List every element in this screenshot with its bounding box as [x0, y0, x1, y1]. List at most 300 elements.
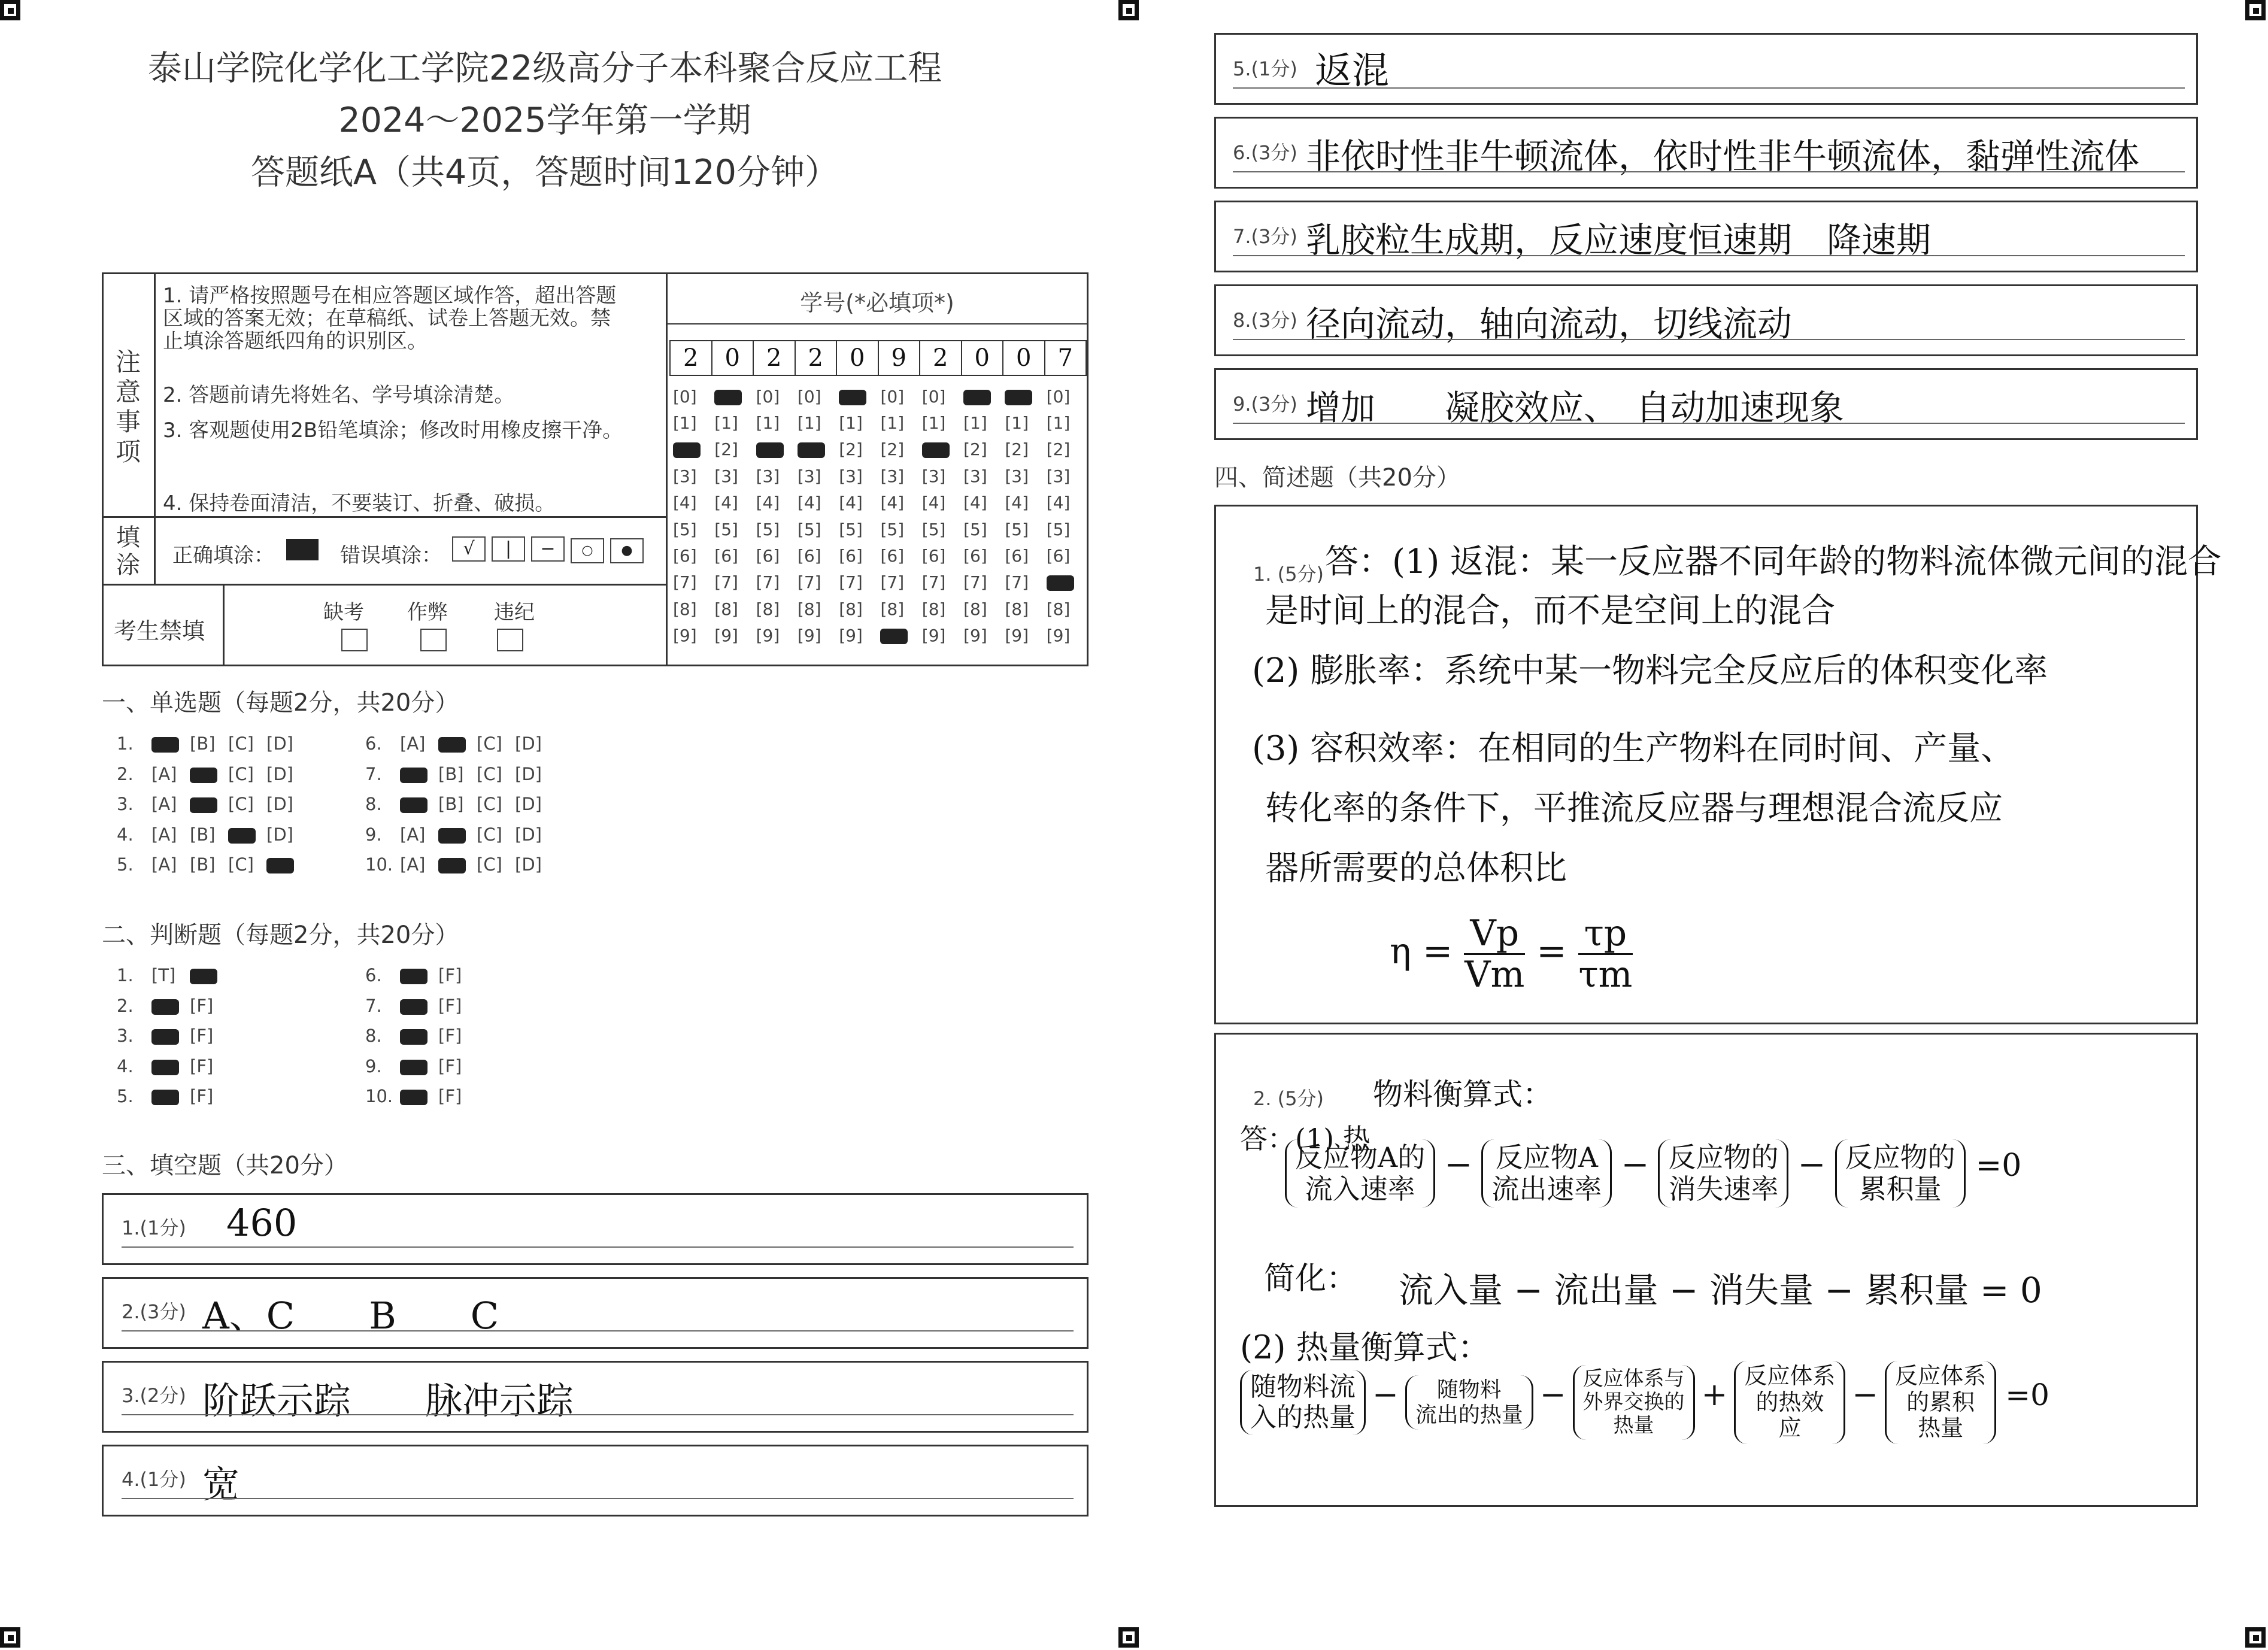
fill-row-divider-top	[102, 516, 666, 518]
student-id-bubble-filled	[922, 442, 950, 458]
option-bubble[interactable]: [F]	[438, 1026, 462, 1046]
option-bubble[interactable]: [F]	[438, 965, 462, 985]
formula-lhs: η =	[1390, 930, 1453, 973]
tf-row	[365, 1026, 477, 1046]
student-id-bubble[interactable]: [3]	[797, 466, 821, 486]
student-id-bubble[interactable]: [7]	[673, 572, 697, 593]
formula-equals: =	[1536, 930, 1567, 973]
fill-q2-underline	[122, 1330, 1074, 1331]
fill-q6-box[interactable]	[1214, 117, 2198, 189]
exam-title: 泰山学院化学化工学院22级高分子本科聚合反应工程	[147, 48, 942, 88]
heat-op-2: −	[1539, 1377, 1566, 1414]
student-id-bubble-row	[673, 516, 1088, 542]
student-id-bubble[interactable]: [6]	[839, 546, 863, 566]
question-number: 9.	[365, 824, 382, 845]
student-id-bubble[interactable]: [4]	[839, 493, 863, 513]
student-id-bubble[interactable]: [9]	[921, 626, 946, 646]
question-number: 10.	[365, 1086, 393, 1106]
option-bubble[interactable]: [B]	[190, 733, 216, 754]
option-bubble[interactable]: [A]	[400, 854, 426, 875]
option-bubble[interactable]: [B]	[190, 824, 216, 845]
corner-mark-top-left	[0, 0, 20, 20]
corner-mark-top-right	[2245, 0, 2266, 20]
essay-q1-line-2: 是时间上的混合，而不是空间上的混合	[1265, 592, 1835, 630]
option-bubble[interactable]: [A]	[151, 794, 177, 814]
fill-q4-box[interactable]	[102, 1445, 1088, 1516]
student-id-bubble[interactable]: [5]	[673, 519, 697, 539]
fill-q8-answer: 径向流动，轴向流动，切线流动	[1306, 304, 1793, 344]
student-id-bubble[interactable]: [8]	[921, 599, 946, 619]
question-number: 10.	[365, 854, 393, 875]
student-id-bubble[interactable]: [6]	[756, 546, 780, 566]
student-id-bubble[interactable]: [0]	[921, 386, 946, 407]
student-id-bubble[interactable]	[880, 626, 921, 645]
tf-row	[117, 1056, 228, 1076]
option-bubble[interactable]: [D]	[515, 733, 542, 754]
student-id-bubble[interactable]: [7]	[756, 572, 780, 593]
filled-mark	[400, 999, 427, 1015]
student-id-bubble-filled	[880, 629, 908, 644]
filled-mark	[190, 768, 217, 783]
tf-row	[117, 996, 228, 1016]
mcq-row	[365, 794, 553, 814]
fill-q2-answer: A、C B C	[202, 1294, 499, 1337]
student-id-bubble[interactable]: [5]	[797, 519, 821, 539]
filled-mark	[400, 969, 427, 984]
filled-mark	[190, 797, 217, 813]
fill-label: 填涂	[116, 524, 140, 579]
fill-q6-underline	[1233, 171, 2185, 172]
student-id-bubble[interactable]: [3]	[880, 466, 905, 486]
student-id-bubble[interactable]: [5]	[1046, 519, 1071, 539]
fill-q1-box[interactable]	[102, 1193, 1088, 1265]
student-id-bubble[interactable]: [3]	[714, 466, 738, 486]
term-consumption-rate: 反应物的 消失速率	[1658, 1139, 1788, 1208]
student-id-bubble[interactable]: [4]	[714, 493, 738, 513]
student-id-bubble[interactable]: [6]	[1046, 546, 1071, 566]
student-id-bubble[interactable]: [5]	[1005, 519, 1029, 539]
question-number: 2.	[117, 763, 134, 784]
filled-mark	[400, 1060, 427, 1075]
student-id-bubble[interactable]: [6]	[880, 546, 905, 566]
fill-q7-box[interactable]	[1214, 201, 2198, 272]
option-bubble-filled[interactable]	[151, 733, 190, 754]
student-id-bubble[interactable]: [5]	[714, 519, 738, 539]
option-bubble[interactable]: [F]	[438, 1055, 462, 1076]
student-id-bubble[interactable]: [8]	[673, 599, 697, 619]
option-bubble[interactable]: [D]	[515, 763, 542, 784]
filled-mark	[151, 737, 179, 753]
student-id-bubble[interactable]: [4]	[880, 493, 905, 513]
student-id-bubble[interactable]: [5]	[880, 519, 905, 539]
option-bubble[interactable]: [F]	[190, 1086, 214, 1106]
student-id-bubble[interactable]: [2]	[880, 439, 905, 460]
option-bubble[interactable]: [F]	[190, 1055, 214, 1076]
option-bubble[interactable]: [D]	[515, 824, 542, 845]
student-id-bubble-row	[673, 596, 1088, 622]
option-bubble[interactable]: [A]	[400, 733, 426, 754]
student-id-bubble-row	[673, 490, 1088, 516]
student-id-bubble[interactable]: [4]	[963, 493, 987, 513]
notice-item-1: 1. 请严格按照题号在相应答题区域作答，超出答题区域的答案无效；在草稿纸、试卷上答题无效。禁止填涂答题纸四角的识别区。	[163, 284, 617, 353]
option-bubble[interactable]: [D]	[266, 763, 293, 784]
student-id-bubble[interactable]: [0]	[1046, 386, 1071, 407]
option-bubble-filled[interactable]	[151, 1026, 190, 1046]
forbidden-label: 考生禁填	[114, 618, 205, 644]
term-accumulation: 反应物的 累积量	[1835, 1139, 1966, 1208]
student-id-bubble[interactable]: [5]	[921, 519, 946, 539]
student-id-bubble[interactable]: [6]	[797, 546, 821, 566]
filled-mark	[151, 1060, 179, 1075]
student-id-bubble-row	[673, 383, 1088, 410]
tf-row	[365, 1056, 477, 1076]
student-id-bubble[interactable]: [2]	[714, 439, 738, 460]
student-id-bubble[interactable]: [3]	[963, 466, 987, 486]
student-id-bubble[interactable]: [1]	[1046, 413, 1071, 433]
option-bubble[interactable]: [C]	[477, 854, 502, 875]
correct-fill-label: 正确填涂：	[172, 544, 274, 568]
student-id-bubble[interactable]: [6]	[963, 546, 987, 566]
option-bubble[interactable]: [A]	[151, 824, 177, 845]
student-id-bubble-row	[673, 623, 1088, 649]
filled-mark	[438, 737, 466, 753]
essay-q2-heat-title: (2) 热量衡算式：	[1240, 1329, 1490, 1366]
filled-mark	[438, 828, 466, 844]
student-id-bubble[interactable]: [6]	[714, 546, 738, 566]
student-id-bubble[interactable]: [3]	[1005, 466, 1029, 486]
student-id-bubble[interactable]: [8]	[714, 599, 738, 619]
question-number: 7.	[365, 763, 382, 784]
student-id-bubble-filled	[673, 442, 701, 458]
fill-q8-underline	[1233, 339, 2185, 340]
student-id-digit-7: 2	[920, 341, 962, 375]
wrong-fill-label: 错误填涂：	[340, 544, 442, 568]
essay-q2-title: 物料衡算式：	[1373, 1077, 1553, 1112]
student-id-bubble[interactable]: [8]	[963, 599, 987, 619]
mcq-row	[117, 794, 305, 814]
student-id-bubble[interactable]: [6]	[921, 546, 946, 566]
student-id-bubble[interactable]: [1]	[1005, 413, 1029, 433]
student-id-bubble[interactable]: [2]	[839, 439, 863, 460]
fill-q5-box[interactable]	[1214, 33, 2198, 105]
student-id-bubble[interactable]: [1]	[673, 413, 697, 433]
answer-sheet-info: 答题纸A（共4页，答题时间120分钟）	[250, 153, 839, 192]
fill-q9-underline	[1233, 423, 2185, 424]
student-id-bubble[interactable]: [8]	[1005, 599, 1029, 619]
student-id-bubble[interactable]: [9]	[839, 626, 863, 646]
heat-balance-result: =0	[2005, 1378, 2049, 1413]
essay-q2-label: 2. (5分)	[1253, 1087, 1324, 1110]
mcq-row	[365, 764, 553, 784]
fill-q5-answer: 返混	[1315, 48, 1390, 92]
fill-q2-box[interactable]	[102, 1277, 1088, 1349]
student-id-bubble[interactable]: [8]	[797, 599, 821, 619]
student-id-bubble[interactable]	[922, 439, 963, 459]
student-id-bubble[interactable]: [9]	[797, 626, 821, 646]
question-number: 3.	[117, 794, 134, 814]
option-bubble[interactable]: [D]	[266, 824, 293, 845]
student-id-bubble-row	[673, 436, 1088, 463]
mcq-row	[117, 854, 305, 875]
mcq-row	[117, 764, 305, 784]
option-bubble[interactable]: [C]	[477, 794, 502, 814]
op-minus-2: −	[1621, 1145, 1650, 1185]
essay-q2-box[interactable]	[1214, 1033, 2198, 1507]
student-id-bubble[interactable]	[798, 439, 839, 459]
essay-q1-line-1: 答：(1) 返混：某一反应器不同年龄的物料流体微元间的混合	[1325, 542, 2222, 581]
term-heat-accumulation: 反应体系 的累积 热量	[1885, 1361, 1996, 1444]
option-bubble[interactable]: [F]	[438, 995, 462, 1016]
student-id-bubble[interactable]	[714, 387, 756, 407]
notice-label: 注意事项	[115, 347, 141, 466]
option-bubble[interactable]: [C]	[477, 763, 502, 784]
student-id-bubble[interactable]	[673, 439, 714, 459]
student-id-bubble[interactable]: [7]	[839, 572, 863, 593]
term-heat-effect: 反应体系 的热效 应	[1734, 1361, 1845, 1444]
notice-item-2: 2. 答题前请先将姓名、学号填涂清楚。	[163, 383, 515, 407]
student-id-bubble[interactable]: [7]	[797, 572, 821, 593]
fill-q8-box[interactable]	[1214, 284, 2198, 356]
forbidden-cheat-box	[420, 629, 447, 651]
student-id-bubble[interactable]	[1047, 572, 1088, 592]
student-id-digit-row	[669, 340, 1087, 376]
student-id-digit-9: 0	[1003, 341, 1045, 375]
student-id-bubble[interactable]: [3]	[839, 466, 863, 486]
mass-balance-row	[1285, 1139, 2021, 1208]
option-bubble[interactable]: [D]	[515, 854, 542, 875]
forbidden-discipline-label: 违纪	[494, 600, 535, 624]
option-bubble-filled[interactable]	[400, 965, 438, 985]
student-id-bubble[interactable]	[1005, 387, 1046, 407]
student-id-bubble[interactable]: [8]	[1046, 599, 1071, 619]
filled-mark	[438, 858, 466, 873]
student-id-bubble[interactable]: [9]	[1046, 626, 1071, 646]
op-minus-3: −	[1797, 1145, 1826, 1185]
corner-mark-bottom-center	[1118, 1627, 1139, 1648]
notice-item-3: 3. 客观题使用2B铅笔填涂；修改时用橡皮擦干净。	[163, 418, 623, 442]
option-bubble[interactable]: [F]	[190, 995, 214, 1016]
option-bubble-filled[interactable]	[151, 1086, 190, 1106]
student-id-bubble[interactable]: [9]	[963, 626, 987, 646]
heat-balance-row	[1240, 1361, 2049, 1444]
tf-row	[365, 965, 477, 985]
fill-q2-label: 2.(3分)	[122, 1300, 186, 1323]
question-number: 1.	[117, 965, 134, 985]
option-bubble[interactable]: [B]	[438, 763, 464, 784]
option-bubble[interactable]: [F]	[438, 1086, 462, 1106]
student-id-bubble[interactable]: [4]	[756, 493, 780, 513]
student-id-bubble[interactable]: [9]	[714, 626, 738, 646]
fill-q9-box[interactable]	[1214, 368, 2198, 440]
essay-q1-line-4: (3) 容积效率：在相同的生产物料在同时间、产量、	[1252, 729, 2015, 768]
student-id-bubble[interactable]: [7]	[963, 572, 987, 593]
option-bubble[interactable]: [A]	[400, 824, 426, 845]
wrong-fill-samples	[452, 536, 644, 563]
question-number: 8.	[365, 794, 382, 814]
student-id-bubble[interactable]: [7]	[1005, 572, 1029, 593]
student-id-bubble[interactable]: [4]	[797, 493, 821, 513]
student-id-bubble[interactable]: [1]	[963, 413, 987, 433]
option-bubble-filled[interactable]	[400, 1026, 438, 1046]
student-id-bubble[interactable]: [3]	[673, 466, 697, 486]
option-bubble[interactable]: [C]	[477, 733, 502, 754]
forbidden-absent-label: 缺考	[323, 600, 364, 624]
option-bubble[interactable]: [D]	[266, 794, 293, 814]
student-id-bubble[interactable]	[963, 387, 1005, 407]
mcq-row	[365, 733, 553, 754]
mcq-row	[117, 824, 305, 845]
wrong-fill-dot: ●	[610, 538, 644, 563]
option-bubble[interactable]: [D]	[266, 733, 293, 754]
fill-q9-answer: 增加 凝胶效应、 自动加速现象	[1306, 387, 1845, 428]
option-bubble-filled[interactable]	[438, 733, 477, 754]
student-id-bubble[interactable]: [0]	[756, 386, 780, 407]
student-id-bubble[interactable]: [6]	[673, 546, 697, 566]
section4-heading: 四、简述题（共20分）	[1214, 464, 1460, 492]
student-id-bubble-filled	[714, 390, 742, 405]
student-id-bubble[interactable]: [3]	[1046, 466, 1071, 486]
option-bubble-filled[interactable]	[190, 764, 228, 784]
option-bubble-filled[interactable]	[438, 824, 477, 845]
student-id-bubble[interactable]: [9]	[1005, 626, 1029, 646]
student-id-bubble[interactable]: [0]	[797, 386, 821, 407]
essay-q1-box[interactable]	[1214, 505, 2222, 1024]
option-bubble-filled[interactable]	[400, 996, 438, 1016]
essay-q1-line-6: 器所需要的总体积比	[1265, 849, 1567, 888]
filled-mark	[151, 1090, 179, 1105]
mass-balance-result: =0	[1975, 1148, 2022, 1184]
section3-heading: 三、填空题（共20分）	[102, 1152, 348, 1179]
option-bubble-filled[interactable]	[400, 1056, 438, 1076]
fill-q1-underline	[122, 1246, 1074, 1248]
essay-q1-line-5: 转化率的条件下，平推流反应器与理想混合流反应	[1265, 789, 2003, 828]
student-id-bubble[interactable]: [2]	[963, 439, 987, 460]
option-bubble-filled[interactable]	[190, 794, 228, 814]
forbidden-cheat-label: 作弊	[407, 600, 448, 624]
option-bubble-filled[interactable]	[151, 996, 190, 1016]
op-minus-1: −	[1444, 1145, 1473, 1185]
corner-mark-top-center	[1118, 0, 1139, 20]
student-id-bubble[interactable]: [9]	[756, 626, 780, 646]
filled-mark	[266, 858, 294, 873]
student-id-bubble[interactable]: [9]	[673, 626, 697, 646]
fill-q6-label: 6.(3分)	[1233, 141, 1297, 164]
fill-q7-label: 7.(3分)	[1233, 225, 1297, 248]
fill-q4-underline	[122, 1498, 1074, 1499]
heat-op-3: +	[1701, 1377, 1728, 1414]
option-bubble[interactable]: [A]	[151, 763, 177, 784]
student-id-bubble[interactable]: [7]	[714, 572, 738, 593]
student-id-bubble[interactable]: [5]	[839, 519, 863, 539]
option-bubble[interactable]: [A]	[151, 854, 177, 875]
filled-mark	[151, 999, 179, 1015]
notice-item-4: 4. 保持卷面清洁，不要装订、折叠、破损。	[163, 492, 556, 515]
student-id-bubble[interactable]: [2]	[1046, 439, 1071, 460]
student-id-bubble[interactable]: [3]	[756, 466, 780, 486]
student-id-bubble[interactable]: [7]	[921, 572, 946, 593]
student-id-bubble[interactable]: [3]	[921, 466, 946, 486]
student-id-bubble[interactable]: [4]	[673, 493, 697, 513]
student-id-bubble[interactable]: [1]	[880, 413, 905, 433]
option-bubble-filled[interactable]	[151, 1056, 190, 1076]
option-bubble-filled[interactable]	[228, 824, 266, 845]
student-id-bubble[interactable]: [4]	[921, 493, 946, 513]
correct-fill-sample	[286, 539, 319, 560]
student-id-digit-6: 9	[879, 341, 921, 375]
option-bubble-filled[interactable]	[400, 764, 438, 784]
student-id-bubble[interactable]: [2]	[1005, 439, 1029, 460]
student-id-bubble[interactable]: [1]	[797, 413, 821, 433]
student-id-bubble[interactable]: [6]	[1005, 546, 1029, 566]
option-bubble-filled[interactable]	[438, 854, 477, 875]
student-id-bubble[interactable]: [4]	[1005, 493, 1029, 513]
heat-op-4: −	[1852, 1377, 1878, 1414]
option-bubble[interactable]: [C]	[228, 794, 254, 814]
fill-q3-underline	[122, 1414, 1074, 1415]
option-bubble-filled[interactable]	[400, 794, 438, 814]
student-id-bubble[interactable]: [5]	[963, 519, 987, 539]
option-bubble[interactable]: [C]	[228, 763, 254, 784]
question-number: 4.	[117, 1055, 134, 1076]
forbidden-divider-v	[223, 584, 225, 666]
student-id-bubble[interactable]: [0]	[673, 386, 697, 407]
essay-q2-intro: 答：(1) 热	[1240, 1123, 1370, 1155]
student-id-bubble[interactable]	[839, 387, 880, 407]
question-number: 2.	[117, 995, 134, 1016]
formula-tp: τp	[1578, 914, 1633, 955]
wrong-fill-bar: |	[492, 536, 525, 562]
term-outflow-rate: 反应物A 流出速率	[1481, 1139, 1612, 1208]
forbidden-absent-box	[341, 629, 368, 651]
fill-q7-answer: 乳胶粒生成期，反应速度恒速期 降速期	[1306, 220, 1932, 260]
fill-q1-label: 1.(1分)	[122, 1217, 186, 1239]
student-id-bubble[interactable]: [1]	[714, 413, 738, 433]
student-id-bubble[interactable]: [0]	[880, 386, 905, 407]
student-id-bubble-filled	[963, 390, 991, 405]
option-bubble[interactable]: [B]	[438, 794, 464, 814]
student-id-bubble[interactable]	[756, 439, 798, 459]
fill-q3-box[interactable]	[102, 1361, 1088, 1433]
fill-q4-label: 4.(1分)	[122, 1468, 186, 1491]
student-id-bubble-filled	[839, 390, 866, 405]
student-id-bubble[interactable]: [7]	[880, 572, 905, 593]
option-bubble[interactable]: [C]	[477, 824, 502, 845]
option-bubble-filled[interactable]	[266, 854, 305, 875]
option-bubble[interactable]: [C]	[228, 854, 254, 875]
student-id-bubble-filled	[798, 442, 825, 458]
student-id-bubble[interactable]: [4]	[1046, 493, 1071, 513]
option-bubble-filled[interactable]	[400, 1086, 438, 1106]
fill-q3-label: 3.(2分)	[122, 1384, 186, 1407]
student-id-bubble[interactable]: [8]	[839, 599, 863, 619]
student-id-bubble[interactable]: [8]	[880, 599, 905, 619]
student-id-bubble[interactable]: [1]	[839, 413, 863, 433]
option-bubble[interactable]: [D]	[515, 794, 542, 814]
student-id-bubble-grid	[673, 383, 1088, 649]
student-id-bubble[interactable]: [1]	[921, 413, 946, 433]
option-bubble[interactable]: [F]	[190, 1026, 214, 1046]
student-id-bubble[interactable]: [8]	[756, 599, 780, 619]
option-bubble[interactable]: [C]	[228, 733, 254, 754]
forbidden-discipline-box	[497, 629, 523, 651]
tf-row	[117, 965, 228, 985]
option-bubble-filled[interactable]	[190, 965, 228, 985]
option-bubble[interactable]: [B]	[190, 854, 216, 875]
option-bubble[interactable]: [T]	[151, 965, 176, 985]
corner-mark-bottom-right	[2245, 1627, 2266, 1648]
student-id-bubble[interactable]: [5]	[756, 519, 780, 539]
student-id-bubble[interactable]: [1]	[756, 413, 780, 433]
